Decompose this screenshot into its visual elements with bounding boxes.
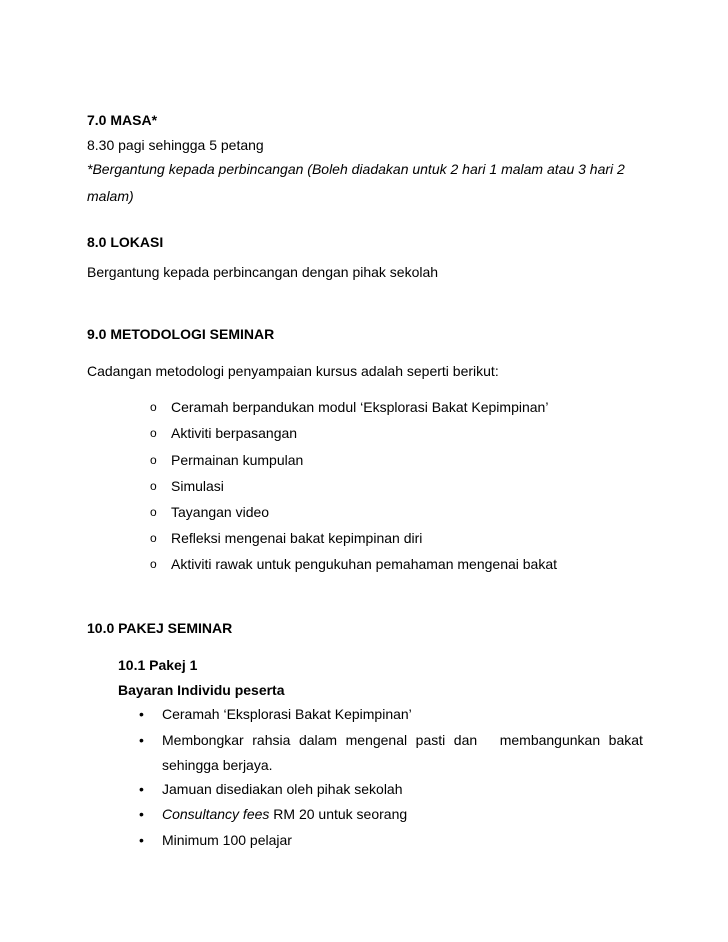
circle-bullet-icon: o [150, 479, 157, 493]
list-item: Refleksi mengenai bakat kepimpinan diri [171, 530, 423, 546]
section-9-heading: 9.0 METODOLOGI SEMINAR [87, 326, 275, 342]
section-8-text: Bergantung kepada perbincangan dengan pihak sekolah [87, 264, 439, 280]
list-item: Minimum 100 pelajar [162, 832, 292, 848]
dot-bullet-icon: • [139, 706, 144, 722]
circle-bullet-icon: o [150, 453, 157, 467]
circle-bullet-icon: o [150, 557, 157, 571]
list-item-word: mengenal [345, 732, 408, 748]
dot-bullet-icon: • [139, 781, 144, 797]
list-item: Ceramah ‘Eksplorasi Bakat Kepimpinan’ [162, 706, 412, 722]
list-item-word: pasti [415, 732, 446, 748]
circle-bullet-icon: o [150, 400, 157, 414]
list-item: Simulasi [171, 478, 224, 494]
consultancy-fees-value: RM 20 untuk seorang [269, 806, 408, 822]
list-item-word: Membongkar [162, 732, 244, 748]
section-7-note-line-1: *Bergantung kepada perbincangan (Boleh diadakan untuk 2 hari 1 malam atau 3 hari 2 [87, 161, 625, 177]
section-10-heading: 10.0 PAKEJ SEMINAR [87, 620, 233, 636]
list-item-word: dalam [298, 732, 338, 748]
list-item: Ceramah berpandukan modul ‘Eksplorasi Bakat Kepimpinan’ [171, 399, 549, 415]
section-7-time: 8.30 pagi sehingga 5 petang [87, 137, 264, 153]
section-7-note-line-2: malam) [87, 188, 134, 204]
subsection-10-1-heading: 10.1 Pakej 1 [118, 657, 198, 673]
dot-bullet-icon: • [139, 806, 144, 822]
section-7-heading: 7.0 MASA* [87, 112, 158, 128]
dot-bullet-icon: • [139, 832, 144, 848]
subsection-10-1-title: Bayaran Individu peserta [118, 682, 285, 698]
list-item [162, 805, 407, 823]
list-item: Permainan kumpulan [171, 452, 304, 468]
list-item [162, 731, 643, 749]
list-item-word: dan [453, 732, 478, 748]
list-item: Tayangan video [171, 504, 270, 520]
list-item-continuation: sehingga berjaya. [162, 757, 273, 773]
circle-bullet-icon: o [150, 505, 157, 519]
section-8-heading: 8.0 LOKASI [87, 234, 164, 250]
circle-bullet-icon: o [150, 531, 157, 545]
list-item-word: bakat [608, 732, 643, 748]
dot-bullet-icon: • [139, 732, 144, 748]
circle-bullet-icon: o [150, 426, 157, 440]
list-item: Jamuan disediakan oleh pihak sekolah [162, 781, 403, 797]
list-item-word: rahsia [252, 732, 291, 748]
list-item-word: membangunkan [499, 732, 601, 748]
section-9-intro: Cadangan metodologi penyampaian kursus adalah seperti berikut: [87, 363, 499, 379]
list-item: Aktiviti rawak untuk pengukuhan pemahaman mengenai bakat [171, 556, 558, 572]
consultancy-fees-label: Consultancy fees [162, 806, 270, 822]
list-item: Aktiviti berpasangan [171, 425, 298, 441]
